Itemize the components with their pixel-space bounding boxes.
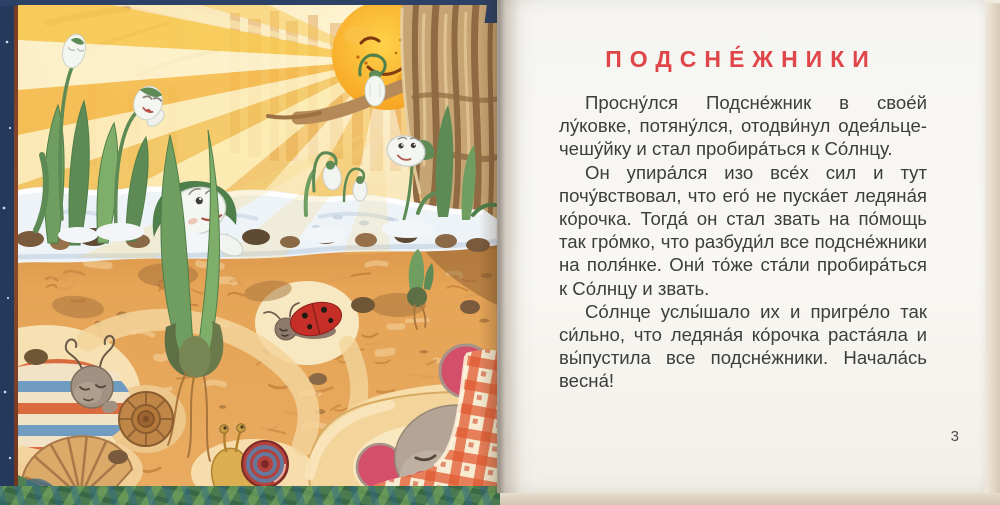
ammonite-fossil — [119, 392, 173, 446]
page-title: ПОДСНЕ́ЖНИКИ — [605, 46, 877, 72]
cover-edge-left — [0, 0, 14, 505]
paragraph: Со́лнце услы́шало их и пригре́ло так си́льно, что ледяна́я ко́рочка раста́яла и вы́пустила все подсне́жники. Начала́сь весна́! — [559, 300, 927, 392]
paragraph: Просну́лся Подсне́жник в свое́й лу́ковке, потяну́лся, отодви́нул одея́льце-чешу́йку и стал пробира́ться к Со́лнцу. — [559, 92, 927, 160]
illustration — [18, 5, 497, 487]
page-stack-edge-bottom — [500, 493, 1000, 505]
illustration-page — [18, 5, 497, 487]
cover-edge-bottom — [0, 486, 514, 505]
text-page — [497, 0, 985, 493]
paragraph: Он упира́лся изо все́х сил и тут почу́вствовал, что его́ не пуска́ет ледяна́я ко́рочка. Тогда́ он стал звать на по́мощь так гро́мко, что разбуди́л все подсне́жники на поля́нке. Они́ то́же ста́ли пробира́ться к Со́лнцу и звать. — [559, 161, 927, 299]
page-stack-edge-right — [985, 3, 1000, 501]
story-text — [559, 91, 927, 393]
page-number: 3 — [950, 428, 959, 445]
